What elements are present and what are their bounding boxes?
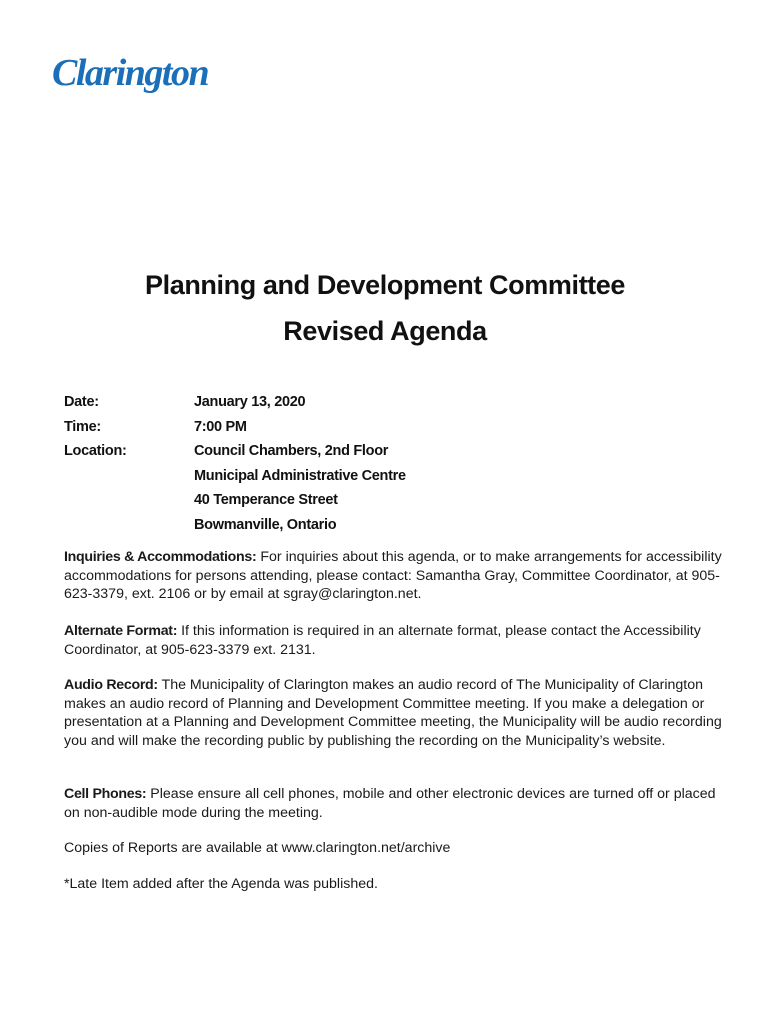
location-line: Municipal Administrative Centre — [194, 467, 406, 484]
inquiries-text: For inquiries about this agenda, or to make arrangements for accessibility accommodations for persons attending, please contact: Samantha Gray, Committee Coordinator, at 905-623-3379, ext. 2106 or by email at sgray@clarington.net. — [64, 549, 722, 602]
page-subtitle: Revised Agenda — [283, 316, 487, 346]
clarington-logo: Clarington — [52, 52, 209, 94]
cell-phones-heading: Cell Phones: — [64, 786, 147, 802]
cell-phones-text: Please ensure all cell phones, mobile and other electronic devices are turned off or placed on non-audible mode during the meeting. — [64, 786, 716, 821]
date-value: January 13, 2020 — [194, 394, 306, 410]
alternate-format-heading: Alternate Format: — [64, 623, 178, 639]
location-line: 40 Temperance Street — [194, 492, 338, 508]
inquiries-heading: Inquiries & Accommodations: — [64, 549, 257, 565]
inquiries-paragraph — [64, 548, 724, 604]
date-label: Date: — [64, 394, 99, 410]
cell-phones-paragraph — [64, 785, 724, 822]
alternate-format-text: If this information is required in an alternate format, please contact the Accessibility Coordinator, at 905-623-3379 ext. 2131. — [64, 623, 701, 658]
late-item-note: *Late Item added after the Agenda was published. — [64, 876, 378, 892]
time-value: 7:00 PM — [194, 418, 247, 435]
copies-note: Copies of Reports are available at www.clarington.net/archive — [64, 840, 451, 856]
audio-record-paragraph — [64, 676, 724, 750]
time-label: Time: — [64, 418, 101, 435]
location-line: Council Chambers, 2nd Floor — [194, 443, 389, 459]
location-label: Location: — [64, 443, 127, 459]
alternate-format-paragraph — [64, 622, 724, 659]
location-line: Bowmanville, Ontario — [194, 516, 337, 533]
audio-record-text: The Municipality of Clarington makes an audio record of The Municipality of Clarington makes an audio record of Planning and Development Committee meeting. If you make a delegation or presentation at a Planning and Development Committee meeting, the Municipality will be audio recording you and will make the recording public by publishing the recording on the Municipality’s website. — [64, 677, 722, 749]
audio-record-heading: Audio Record: — [64, 677, 158, 693]
page-title: Planning and Development Committee — [145, 270, 625, 300]
